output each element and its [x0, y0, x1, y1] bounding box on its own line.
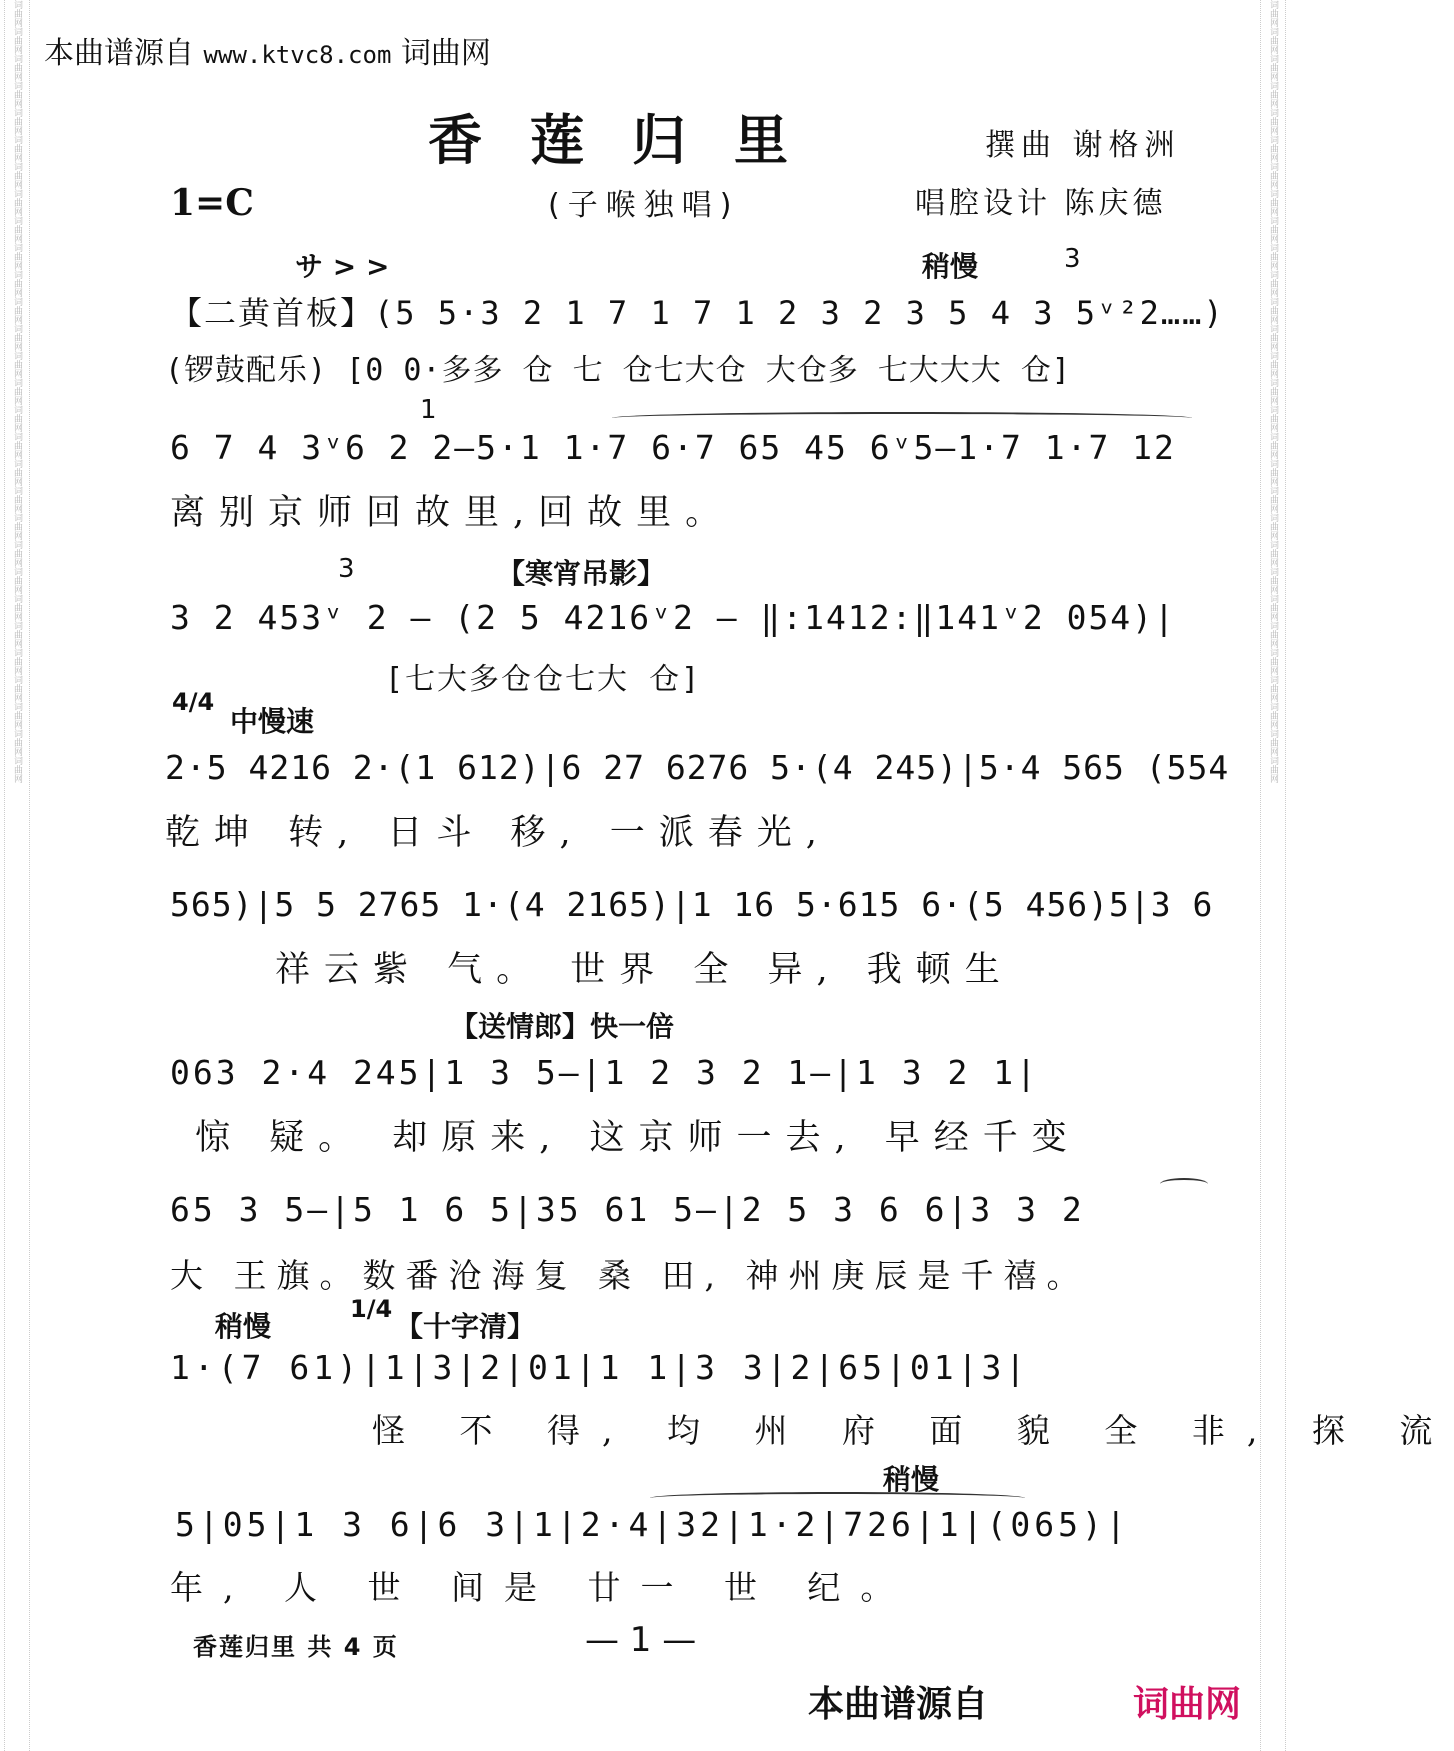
side-watermark-strip-left [4, 0, 30, 1751]
side-watermark-text: 词曲网 [12, 378, 22, 405]
footer-source-label: 本曲谱源自 [808, 1684, 989, 1725]
tempo-mark: 稍慢 [883, 1463, 940, 1496]
dynamic-marks: サ > > [295, 250, 390, 283]
side-watermark-text: 词曲网 [12, 756, 22, 783]
notation-line-1: 【二黄首板】(5 5·3 2 1 7 1 7 1 2 3 2 3 5 4 3 5ᵛ²2……) [170, 294, 1225, 332]
side-watermark-text: 词曲网 [1268, 594, 1278, 621]
side-watermark-text: 词曲网 [1268, 621, 1278, 648]
side-watermark-text: 词曲网 [1268, 405, 1278, 432]
side-watermark-text: 词曲网 [12, 162, 22, 189]
side-watermark-text: 词曲网 [1268, 135, 1278, 162]
side-watermark-text: 词曲网 [1268, 729, 1278, 756]
composer-credit: 撰曲 谢格洲 [985, 128, 1181, 163]
side-watermark-text: 词曲网 [1268, 297, 1278, 324]
lyrics-line-9: 怪 不 得, 均 州 府 面 貌 全 非, 探 流 [372, 1411, 1454, 1450]
side-watermark-text: 词曲网 [1268, 675, 1278, 702]
side-watermark-text: 词曲网 [1268, 270, 1278, 297]
footer-source-name[interactable]: 词曲网 [1133, 1684, 1242, 1725]
slur [650, 1492, 1025, 1504]
side-watermark-text: 词曲网 [1268, 513, 1278, 540]
source-watermark [44, 28, 491, 72]
side-watermark-text: 词曲网 [12, 486, 22, 513]
notation-line-4: 3 2 453ᵛ 2 — (2 5 4216ᵛ2 — ‖:1412:‖141ᵛ2 054)| [170, 598, 1176, 637]
time-signature: 4/4 [172, 688, 215, 716]
section-heading: 【送情郎】快一倍 [450, 1010, 675, 1043]
percussion-line-1: (锣鼓配乐) [0 0·多多 仓 七 仓七大仓 大仓多 七大大大 仓] [165, 353, 1071, 388]
side-watermark-text: 词曲网 [12, 405, 22, 432]
subtitle: (子喉独唱) [548, 188, 740, 223]
lyrics-line-3: 离别京师回故里,回故里。 [170, 493, 735, 533]
side-watermark-text: 词曲网 [12, 135, 22, 162]
lyrics-line-5: 乾坤 转, 日斗 移, 一派春光, [165, 813, 831, 853]
grace-fraction: 1 [420, 395, 437, 425]
side-watermark-text: 词曲网 [1268, 351, 1278, 378]
time-signature: 1/4 [350, 1295, 393, 1323]
side-watermark-text: 词曲网 [12, 324, 22, 351]
slur [612, 412, 1192, 424]
side-watermark-text: 词曲网 [12, 81, 22, 108]
tempo-mark: 稍慢 [215, 1310, 272, 1343]
side-watermark-text: 词曲网 [1268, 324, 1278, 351]
arranger-credit: 唱腔设计 陈庆德 [915, 186, 1167, 221]
side-watermark-text: 词曲网 [1268, 243, 1278, 270]
side-watermark-text: 词曲网 [12, 243, 22, 270]
side-watermark-text: 词曲网 [1268, 189, 1278, 216]
tempo-mark: 稍慢 [922, 250, 979, 283]
notation-line-7: 063 2·4 245|1 3 5—|1 2 3 2 1—|1 3 2 1| [170, 1053, 1039, 1092]
notation-line-3: 6 7 4 3ᵛ6 2 2—5·1 1·7 6·7 65 45 6ᵛ5—1·7 1·7 12 [170, 428, 1176, 467]
side-watermark-text: 词曲网 [12, 432, 22, 459]
side-watermark-text: 词曲网 [12, 648, 22, 675]
section-heading: 【寒宵吊影】 [497, 557, 666, 590]
side-watermark-text: 词曲网 [1268, 432, 1278, 459]
side-watermark-text: 词曲网 [1268, 162, 1278, 189]
notation-line-6: 565)|5 5 2765 1·(4 2165)|1 16 5·615 6·(5 456)5|3 6 [170, 885, 1214, 924]
lyrics-line-10: 年, 人 世 间是 廿一 世 纪。 [170, 1568, 914, 1607]
side-watermark-text: 词曲网 [1268, 27, 1278, 54]
side-watermark-text: 词曲网 [1268, 648, 1278, 675]
footer-title-pages: 香莲归里 共 4 页 [193, 1633, 399, 1661]
side-watermark-text: 词曲网 [12, 675, 22, 702]
side-watermark-text: 词曲网 [12, 567, 22, 594]
grace-fraction: 3 [1064, 244, 1081, 274]
side-watermark-strip-right [1260, 0, 1286, 1751]
side-watermark-text: 词曲网 [1268, 216, 1278, 243]
side-watermark-text: 词曲网 [12, 108, 22, 135]
side-watermark-text: 词曲网 [12, 54, 22, 81]
side-watermark-text: 词曲网 [1268, 378, 1278, 405]
side-watermark-text: 词曲网 [12, 513, 22, 540]
side-watermark-text: 词曲网 [12, 0, 22, 27]
side-watermark-text: 词曲网 [12, 189, 22, 216]
lyrics-line-8: 大 王旗。数番沧海复 桑 田, 神州庚辰是千禧。 [170, 1256, 1090, 1295]
page-number: — 1 — [585, 1620, 697, 1660]
section-heading: 【十字清】 [395, 1310, 536, 1343]
key-signature: 1=C [170, 182, 254, 224]
percussion-line-4: [七大多仓仓七大 仓] [385, 662, 702, 697]
side-watermark-text: 词曲网 [12, 216, 22, 243]
side-watermark-text: 词曲网 [1268, 54, 1278, 81]
side-watermark-text: 词曲网 [12, 297, 22, 324]
side-watermark-text: 词曲网 [1268, 108, 1278, 135]
side-watermark-text: 词曲网 [12, 270, 22, 297]
notation-line-10: 5|05|1 3 6|6 3|1|2·4|32|1·2|726|1|(065)| [175, 1505, 1130, 1544]
notation-line-8: 65 3 5—|5 1 6 5|35 61 5—|2 5 3 6 6|3 3 2 [170, 1190, 1085, 1229]
side-watermark-text: 词曲网 [12, 351, 22, 378]
side-watermark-text: 词曲网 [1268, 486, 1278, 513]
side-watermark-text: 词曲网 [1268, 81, 1278, 108]
side-watermark-text: 词曲网 [1268, 702, 1278, 729]
tempo-mark: 中慢速 [230, 705, 315, 738]
source-site-name: 词曲网 [400, 36, 491, 71]
side-watermark-text: 词曲网 [1268, 540, 1278, 567]
side-watermark-text: 词曲网 [1268, 0, 1278, 27]
grace-fraction: 3 [338, 554, 355, 584]
source-site-url[interactable]: www.ktvc8.com [203, 41, 392, 69]
song-title: 香莲归里 [428, 109, 836, 172]
lyrics-line-6: 祥云紫 气。 世界 全 异, 我顿生 [275, 950, 1014, 990]
side-watermark-text: 词曲网 [12, 459, 22, 486]
side-watermark-text: 词曲网 [1268, 459, 1278, 486]
notation-line-5: 2·5 4216 2·(1 612)|6 27 6276 5·(4 245)|5·4 565 (554 [165, 748, 1230, 787]
side-watermark-text: 词曲网 [1268, 756, 1278, 783]
notation-line-9: 1·(7 61)|1|3|2|01|1 1|3 3|2|65|01|3| [170, 1348, 1030, 1387]
side-watermark-text: 词曲网 [12, 27, 22, 54]
side-watermark-text: 词曲网 [12, 621, 22, 648]
side-watermark-text: 词曲网 [12, 729, 22, 756]
source-label: 本曲谱源自 [44, 36, 194, 71]
side-watermark-text: 词曲网 [12, 540, 22, 567]
side-watermark-text: 词曲网 [12, 702, 22, 729]
side-watermark-text: 词曲网 [1268, 567, 1278, 594]
lyrics-line-7: 惊 疑。 却原来, 这京师一去, 早经千变 [195, 1118, 1081, 1158]
slur [1160, 1178, 1208, 1190]
side-watermark-text: 词曲网 [12, 594, 22, 621]
